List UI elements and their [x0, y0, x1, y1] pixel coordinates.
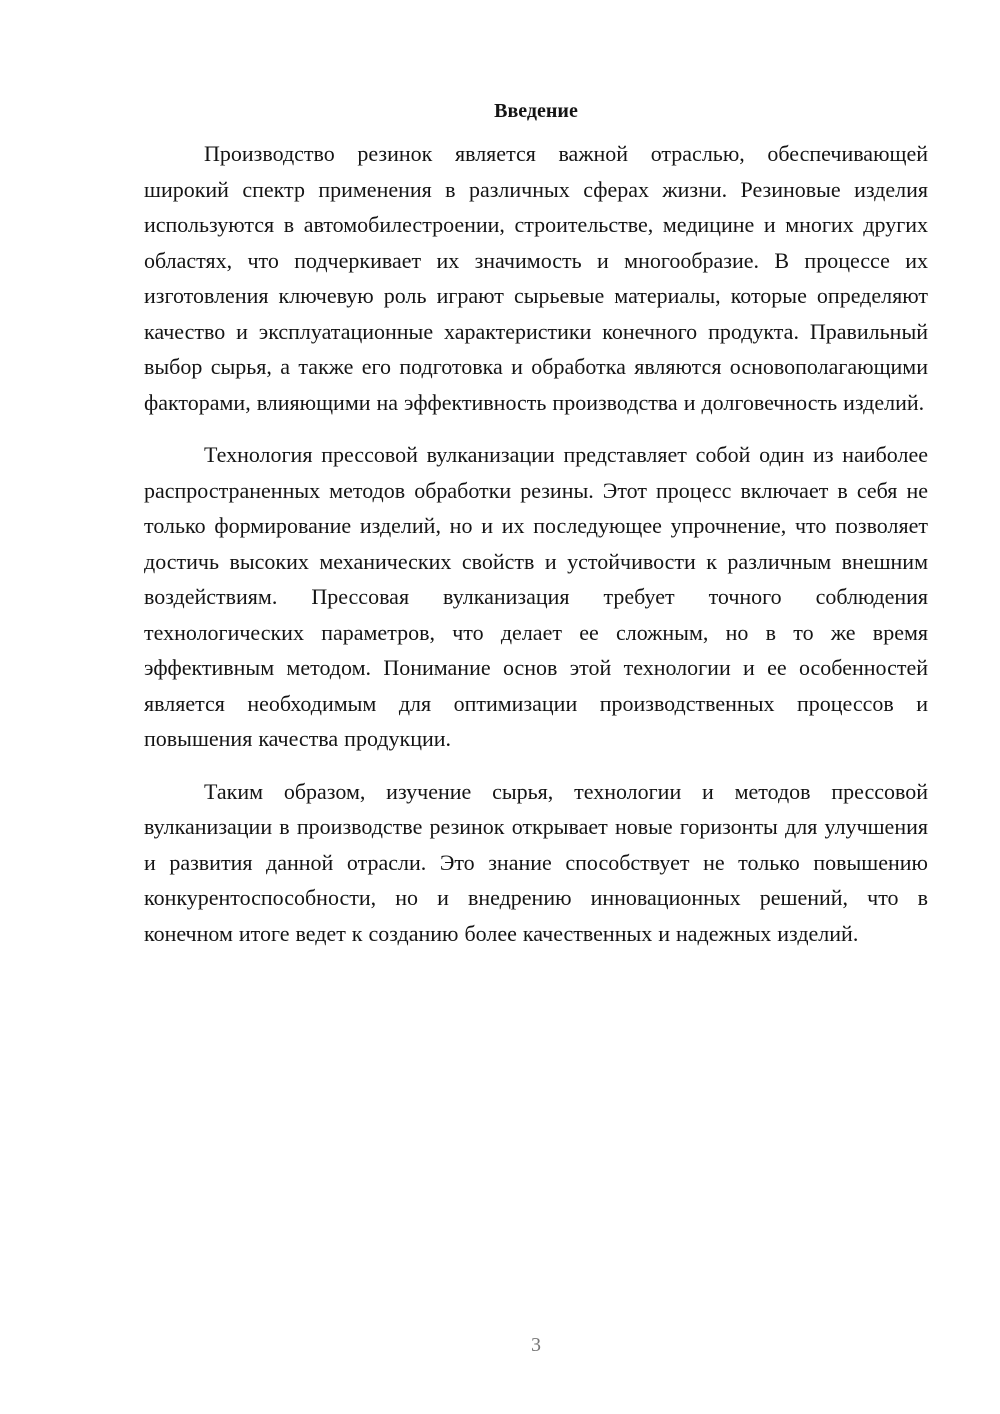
- paragraph-2: Технология прессовой вулканизации представляет собой один из наиболее распространенных методов обработки резины. Этот процесс включает в себя не только формирование изделий, но и их последующее упрочнение, что позволяет достичь высоких механических свойств и устойчивости к различным внешним воздействиям. Прессовая вулканизация требует точного соблюдения технологических параметров, что делает ее сложным, но в то же время эффективным методом. Понимание основ этой технологии и ее особенностей является необходимым для оптимизации производственных процессов и повышения качества продукции.: [144, 442, 928, 751]
- page-number: 3: [531, 1334, 541, 1356]
- paragraph-3: Таким образом, изучение сырья, технологии и методов прессовой вулканизации в производстве резинок открывает новые горизонты для улучшения и развития данной отрасли. Это знание способствует не только повышению конкурентоспособности, но и внедрению инновационных решений, что в конечном итоге ведет к созданию более качественных и надежных изделий.: [144, 778, 928, 946]
- paragraph-1: Производство резинок является важной отраслью, обеспечивающей широкий спектр применения в различных сферах жизни. Резиновые изделия используются в автомобилестроении, строительстве, медицине и многих других областях, что подчеркивает их значимость и многообразие. В процессе их изготовления ключевую роль играют сырьевые материалы, которые определяют качество и эксплуатационные характеристики конечного продукта. Правильный выбор сырья, а также его подготовка и обработка являются основополагающими факторами, влияющими на эффективность производства и долговечность изделий.: [144, 141, 928, 415]
- page-content: [144, 96, 928, 968]
- section-title: Введение: [494, 100, 578, 122]
